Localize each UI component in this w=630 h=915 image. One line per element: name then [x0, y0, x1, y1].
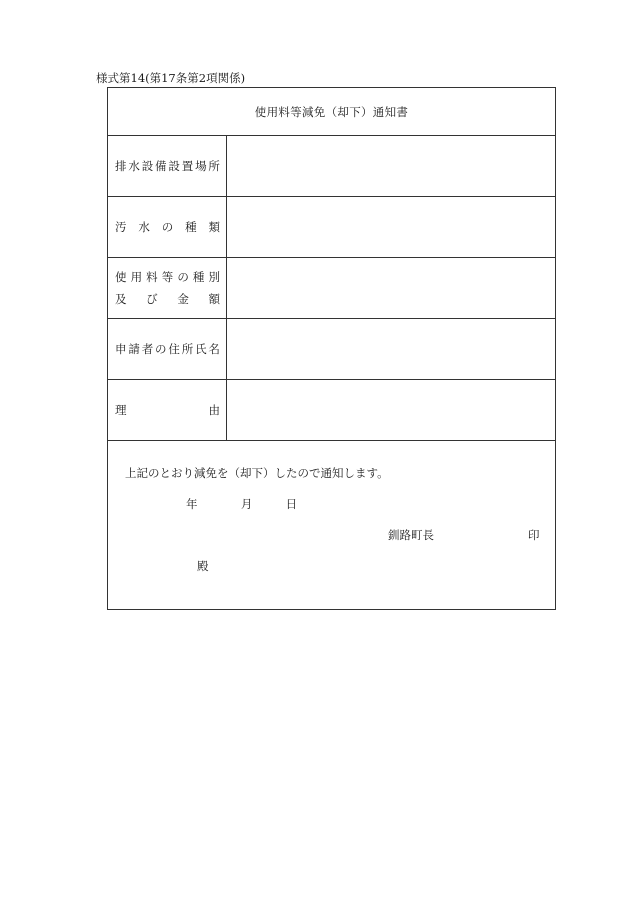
label-char: 種 — [192, 270, 205, 284]
label-char: 設 — [168, 159, 180, 173]
label-char: 別 — [208, 270, 220, 284]
row-fee-type-amount — [108, 258, 555, 319]
label-char: 種 — [185, 220, 197, 234]
label-char: 排 — [115, 159, 127, 173]
date-year: 年 — [186, 497, 198, 511]
label-char: 設 — [141, 159, 154, 173]
label-line — [115, 216, 220, 238]
label-char: 理 — [115, 403, 127, 417]
label-drainage-location — [108, 136, 227, 196]
label-applicant — [108, 319, 227, 379]
label-char: 置 — [181, 159, 194, 173]
label-char: の — [161, 220, 174, 234]
honorific: 殿 — [197, 559, 209, 573]
label-char: 由 — [208, 403, 220, 417]
label-line — [115, 338, 220, 360]
label-line — [115, 288, 220, 310]
label-char: 類 — [208, 220, 220, 234]
issuer: 釧路町長 — [388, 528, 434, 542]
form-number: 様式第14(第17条第2項関係) — [96, 71, 246, 85]
label-char: 汚 — [115, 220, 127, 234]
label-sewage-type — [108, 197, 227, 257]
value-applicant — [227, 319, 555, 379]
row-drainage-location — [108, 136, 555, 197]
date-month: 月 — [240, 497, 253, 511]
label-char: の — [177, 270, 189, 284]
label-char: 請 — [128, 342, 140, 356]
label-line — [115, 155, 220, 177]
label-char: 額 — [208, 292, 220, 306]
label-char: 使 — [115, 270, 127, 284]
label-line — [115, 266, 220, 288]
value-fee-type-amount — [227, 258, 555, 318]
notice-statement: 上記のとおり減免を（却下）したので通知します。 — [125, 466, 389, 480]
value-sewage-type — [227, 197, 555, 257]
label-char: 住 — [168, 342, 180, 356]
label-char: 氏 — [195, 342, 207, 356]
row-applicant — [108, 319, 555, 380]
label-char: 及 — [115, 292, 127, 306]
form-title: 使用料等減免（却下）通知書 — [108, 88, 555, 136]
label-char: 料 — [146, 270, 158, 284]
label-char: 所 — [208, 159, 220, 173]
label-char: 備 — [155, 159, 167, 173]
label-char: 等 — [161, 270, 174, 284]
label-char: 名 — [208, 342, 220, 356]
label-line — [115, 399, 220, 421]
label-char: 申 — [115, 342, 127, 356]
label-char: 所 — [181, 342, 194, 356]
label-char: 水 — [128, 159, 140, 173]
notice-date — [186, 496, 297, 512]
value-drainage-location — [227, 136, 555, 196]
date-day: 日 — [285, 497, 298, 511]
label-char: 水 — [138, 220, 150, 234]
label-char: び — [146, 292, 158, 306]
label-char: 場 — [195, 159, 207, 173]
seal-mark: 印 — [528, 528, 540, 542]
value-reason — [227, 380, 555, 440]
label-char: 用 — [130, 270, 143, 284]
label-char: 者 — [141, 342, 154, 356]
label-reason — [108, 380, 227, 440]
notice-section — [108, 441, 555, 616]
row-reason — [108, 380, 555, 441]
label-char: 金 — [177, 292, 189, 306]
notification-form — [107, 87, 556, 610]
row-sewage-type — [108, 197, 555, 258]
label-fee-type-amount — [108, 258, 227, 318]
label-char: の — [155, 342, 167, 356]
